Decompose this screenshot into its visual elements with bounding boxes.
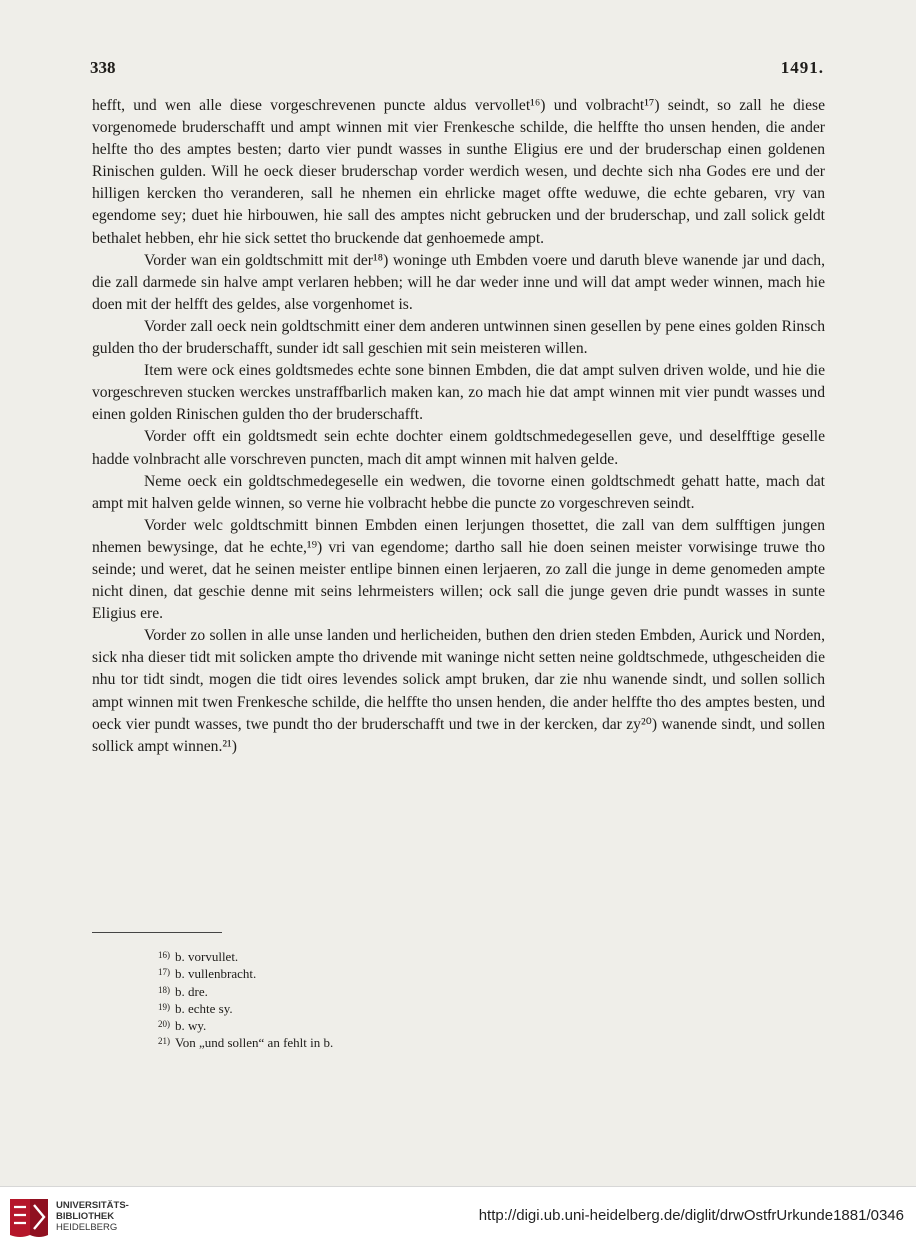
library-line: HEIDELBERG (56, 1222, 118, 1233)
footnote-mark: 18) (158, 984, 170, 995)
permalink-url[interactable]: http://digi.ub.uni-heidelberg.de/diglit/drwOstfrUrkunde1881/0346 (478, 1207, 904, 1224)
document-body (92, 95, 825, 758)
footnote-text: b. vorvullet. (175, 949, 239, 964)
footnote (150, 1017, 650, 1034)
paragraph: Vorder zo sollen in alle unse landen und herlicheiden, buthen den drien steden Embden, Aurick und Norden, sick nha dieser tidt mit solicken ampte tho drivende mit waninge nicht setten neine goldtschmede, uthgescheiden die nhu tor tidt sindt, mogen die tidt oires levendes solick ampt bruken, dar zie nhu wanende sindt, und sollen sollich ampt winnen mit twen Frenkesche schilde, die helffte tho unsen henden, die ander helffte tho des amptes besten, und oeck vier pundt wasses, twe pundt tho der bruderschafft und twe in der kercken, dar zy²⁰) wanende sindt, und sollen sollick ampt winnen.²¹) (92, 627, 825, 755)
footnote (150, 1034, 650, 1051)
page-number: 338 (90, 58, 116, 77)
library-line: BIBLIOTHEK (56, 1211, 115, 1222)
footnote-text: b. wy. (175, 1018, 207, 1034)
footnote-mark: 20) (158, 1019, 170, 1030)
paragraph: Vorder welc goldtschmitt binnen Embden einen lerjungen thosettet, die zall van dem sulfftigen jungen nhemen bewysinge, dat he echte,¹⁹) vri van egendome; dartho sall hie doen seinen meister vorwisinge truwe tho seinde; und weret, dat he seinen meister entlipe binnen einen lerjaeren, zo zall die junge in deme genomeden ampte nicht dinen, dat geschie denne mit seins lehrmeisters willen; ock sall die junge geven drie pundt wasses in sunte Eligius ere. (92, 516, 825, 623)
footnote-mark: 19) (158, 1001, 170, 1012)
footnote-text: b. vullenbracht. (175, 966, 257, 982)
paragraph: Item were ock eines goldtsmedes echte sone binnen Embden, die dat ampt sulven driven wolde, und hie die vorgeschreven stucken werckes unstraffbarlich maken kan, zo mach hie dat ampt winnen mit vier pundt wasses und einen golden Rinischen gulden tho der bruderschafft. (92, 362, 825, 424)
footnote (150, 948, 650, 965)
footnote-text: Von „und sollen“ an fehlt in b. (175, 1035, 334, 1051)
footnote-divider (92, 932, 222, 933)
footnote (150, 965, 650, 982)
footnote (150, 983, 650, 1000)
footnote (150, 1000, 650, 1017)
page-header (90, 58, 824, 82)
footnote-mark: 17) (158, 967, 170, 978)
library-name[interactable] (56, 1200, 129, 1233)
year-heading: 1491. (780, 58, 824, 77)
paragraph: Neme oeck ein goldtschmedegeselle ein wedwen, die tovorne einen goldtschmedt gehatt hatte, mach dat ampt mit halven gelde winnen, so verne hie volbracht hebbe die puncte zo vorgeschreven seindt. (92, 472, 825, 512)
paragraph: hefft, und wen alle diese vorgeschrevenen puncte aldus vervollet¹⁶) und volbracht¹⁷) seindt, so zall he diese vorgenomede bruderschafft und ampt winnen mit vier Frenkesche schilde, die helffte tho unsen henden, die ander helfte tho des amptes besten; darto vier pundt wasses in sunthe Eligius ere und der bruderschap einen goldenen Rinischen gulden. Will he oeck dieser bruderschap vorder werdich wesen, und dechte sich nha Godes ere und der hilligen kercken tho veranderen, sall he nhemen ein ehrlicke maget offte weduwe, die echte gebaren, vry van egendome sey; duet hie hirbouwen, hie sall des amptes nicht gebrucken und der bruderschap, und zall solick geldt bethalet hebben, ehr hie sick settet tho bruckende dat genhoemede ampt. (92, 97, 825, 247)
paragraph: Vorder wan ein goldtschmitt mit der¹⁸) woninge uth Embden voere und daruth bleve wanende jar und dach, die zall darmede sin halve ampt verlaren hebben; will he dar weder inne und will dat ampt weder winnen, mach hie doen mit der helfft des geldes, alse vorgenhomet is. (92, 251, 825, 313)
footnote-mark: 21) (158, 1036, 170, 1047)
footnote-text: b. dre. (175, 983, 208, 999)
footnotes (150, 948, 650, 1052)
footnote-mark: 16) (158, 950, 170, 960)
paragraph: Vorder zall oeck nein goldtschmitt einer dem anderen untwinnen sinen gesellen by pene eines golden Rinsch gulden tho der bruderschafft, sunder idt sall geschien mit sein meisteren willen. (92, 317, 825, 358)
footnote-text: b. echte sy. (175, 1000, 233, 1016)
paragraph: Vorder offt ein goldtsmedt sein echte dochter einem goldtschmedegesellen geve, und deselfftige geselle hadde volnbracht alle vorschreven puncten, mach dit ampt winnen mit halven gelde. (92, 428, 825, 468)
library-line: UNIVERSITÄTS- (56, 1200, 129, 1211)
university-seal-icon[interactable] (8, 1195, 50, 1241)
viewer-footer (0, 1186, 916, 1250)
